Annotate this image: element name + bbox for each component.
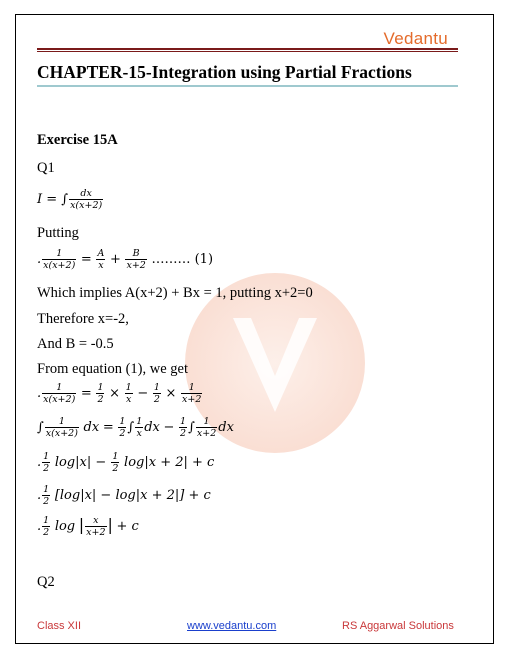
exercise-heading: Exercise 15A — [37, 132, 118, 148]
implies-line: Which implies A(x+2) + Bx = 1, putting x+2=0 — [37, 285, 313, 301]
integral-definition — [37, 188, 104, 211]
log-line-2: . $\frac{1}{2}$ [log|x| − log|x + 2|] + c — [37, 484, 211, 507]
footer-book-title: RS Aggarwal Solutions — [342, 620, 454, 632]
question-1-label: Q1 — [37, 160, 55, 176]
watermark-v-icon — [215, 300, 335, 425]
from-equation-line: From equation (1), we get — [37, 361, 189, 377]
equation-3: ∫ $\frac{1}{x(x+2)}$ dx = $\frac{1}{2}$ ∫ $\frac{1}{x}$ dx − $\frac{1}{2}$ ∫ $\frac{1}{x+2}$ dx — [37, 416, 234, 439]
title-underline — [37, 85, 458, 87]
equation-2: . $\frac{1}{x(x+2)}$ = $\frac{1}{2}$ × $\frac{1}{x}$ − $\frac{1}{2}$ × $\frac{1}{x+2}$ — [37, 382, 202, 405]
fraction: $\frac{dx}{x(x+2)}$ — [70, 188, 103, 211]
question-2-label: Q2 — [37, 574, 55, 590]
integral-lhs: I = ∫ — [37, 191, 69, 207]
chapter-title: CHAPTER-15-Integration using Partial Fractions — [37, 62, 412, 82]
log-line-3: . $\frac{1}{2}$ log | $\frac{x}{x+2}$ | + c — [37, 515, 139, 539]
log-line-1: . $\frac{1}{2}$ log|x| − $\frac{1}{2}$ log|x + 2| + c — [37, 451, 215, 474]
therefore-line: Therefore x=-2, — [37, 311, 129, 327]
footer-class: Class XII — [37, 620, 82, 632]
footer-website-link[interactable]: www.vedantu.com — [187, 620, 277, 632]
b-value-line: And B = -0.5 — [37, 336, 114, 352]
equation-1: . $\frac{1}{x(x+2)}$ = $\frac{A}{x}$ + $\frac{B}{x+2}$ ……… (1) — [37, 248, 214, 271]
vedantu-logo[interactable]: Vedantu — [383, 29, 448, 48]
header-rule-thin — [37, 51, 458, 52]
header-rule — [37, 48, 458, 50]
putting-label: Putting — [37, 225, 79, 241]
